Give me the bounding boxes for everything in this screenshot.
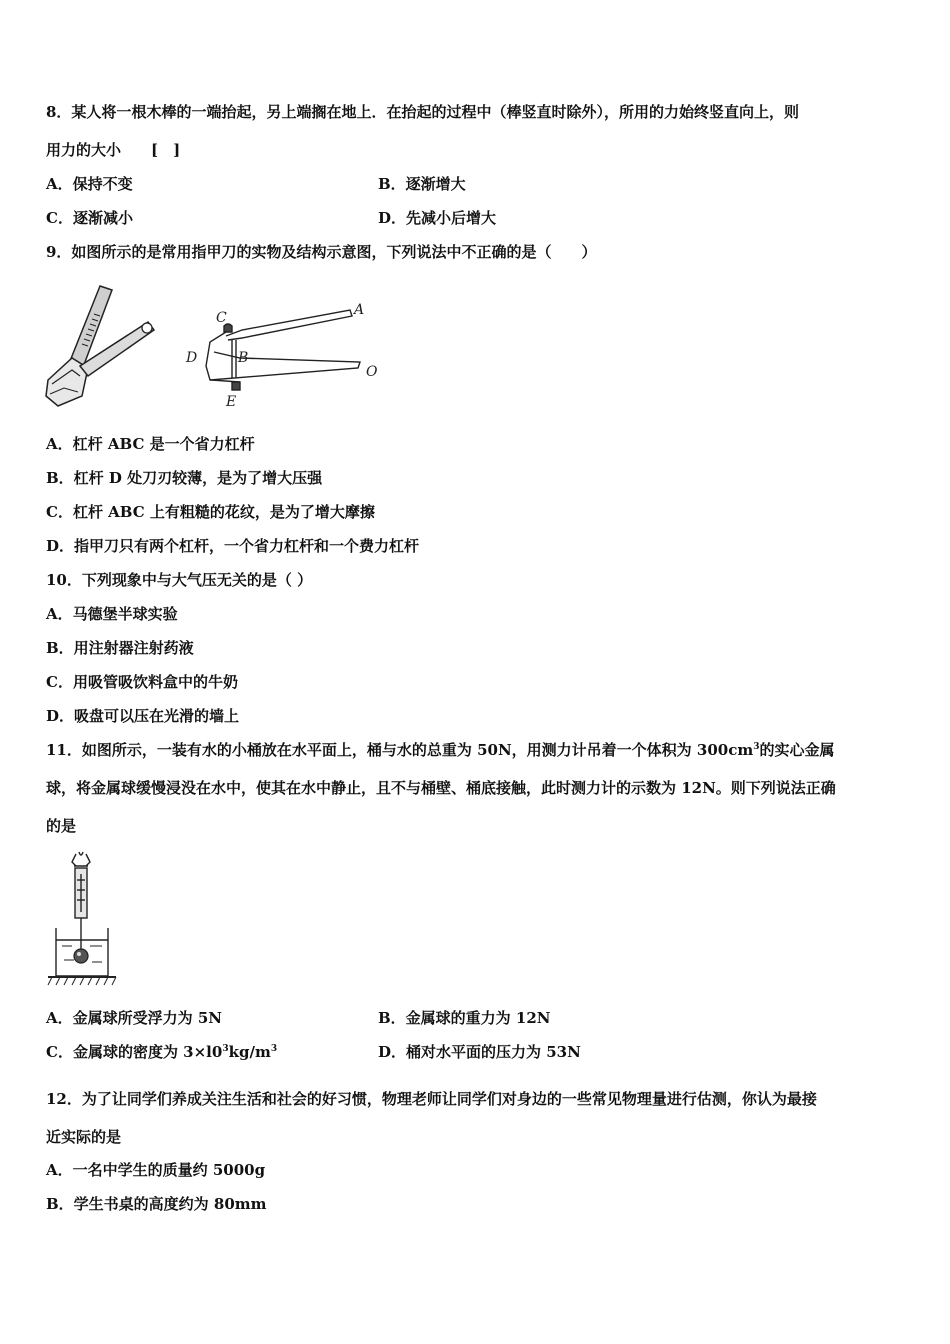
q8-stem-line2: 用力的大小 [ ]: [46, 141, 181, 159]
q11-option-b: B．金属球的重力为 12N: [378, 1009, 551, 1027]
label-o: O: [366, 364, 378, 380]
label-a: A: [354, 302, 365, 318]
q8-option-c: C．逐渐减小: [46, 209, 133, 227]
q11-stem-line1: 11．如图所示，一装有水的小桶放在水平面上，桶与水的总重为 50N，用测力计吊着一个体积为 $300cm^3$的实心金属: [46, 741, 835, 759]
q11-option-c: C．金属球的密度为 $3\times l0^3kg/m^3$: [46, 1043, 278, 1061]
q12-stem-line2: 近实际的是: [46, 1128, 122, 1146]
q10-option-d: D．吸盘可以压在光滑的墙上: [46, 707, 240, 725]
q8-option-b: B．逐渐增大: [378, 175, 466, 193]
q10-option-b: B．用注射器注射药液: [46, 639, 194, 657]
label-c: C: [216, 310, 227, 326]
q12-option-b: B．学生书桌的高度约为 80mm: [46, 1195, 267, 1213]
spring-scale-bucket-diagram: [46, 850, 118, 990]
q9-option-c: C．杠杆 ABC 上有粗糙的花纹，是为了增大摩擦: [46, 503, 375, 521]
label-e: E: [226, 394, 237, 410]
q12-option-a: A．一名中学生的质量约 5000g: [46, 1161, 266, 1179]
q11-stem-line2: 球，将金属球缓慢浸没在水中，使其在水中静止，且不与桶壁、桶底接触，此时测力计的示数为 12N。则下列说法正确: [46, 779, 836, 797]
label-d: D: [186, 350, 198, 366]
q11-option-a: A．金属球所受浮力为 5N: [46, 1009, 223, 1027]
q10-stem: 10．下列现象中与大气压无关的是（ ）: [46, 571, 313, 589]
q9-option-a: A．杠杆 ABC 是一个省力杠杆: [46, 435, 255, 453]
q12-stem-line1: 12．为了让同学们养成关注生活和社会的好习惯，物理老师让同学们对身边的一些常见物理量进行估测，你认为最接: [46, 1090, 817, 1108]
q11-stem-line3: 的是: [46, 817, 77, 835]
q8-stem-line1: 8．某人将一根木棒的一端抬起，另上端搁在地上．在抬起的过程中（棒竖直时除外），所用的力始终竖直向上，则: [46, 103, 799, 121]
q11-option-d: D．桶对水平面的压力为 53N: [378, 1043, 581, 1061]
nail-clipper-photo: [42, 284, 162, 409]
q8-option-d: D．先减小后增大: [378, 209, 497, 227]
q8-option-a: A．保持不变: [46, 175, 133, 193]
q10-option-a: A．马德堡半球实验: [46, 605, 178, 623]
q9-option-d: D．指甲刀只有两个杠杆，一个省力杠杆和一个费力杠杆: [46, 537, 420, 555]
q10-option-c: C．用吸管吸饮料盒中的牛奶: [46, 673, 238, 691]
q9-stem: 9．如图所示的是常用指甲刀的实物及结构示意图，下列说法中不正确的是（ ）: [46, 243, 597, 261]
q9-option-b: B．杠杆 D 处刀刃较薄，是为了增大压强: [46, 469, 323, 487]
label-b: B: [238, 350, 249, 366]
nail-clipper-diagram: [180, 296, 385, 412]
